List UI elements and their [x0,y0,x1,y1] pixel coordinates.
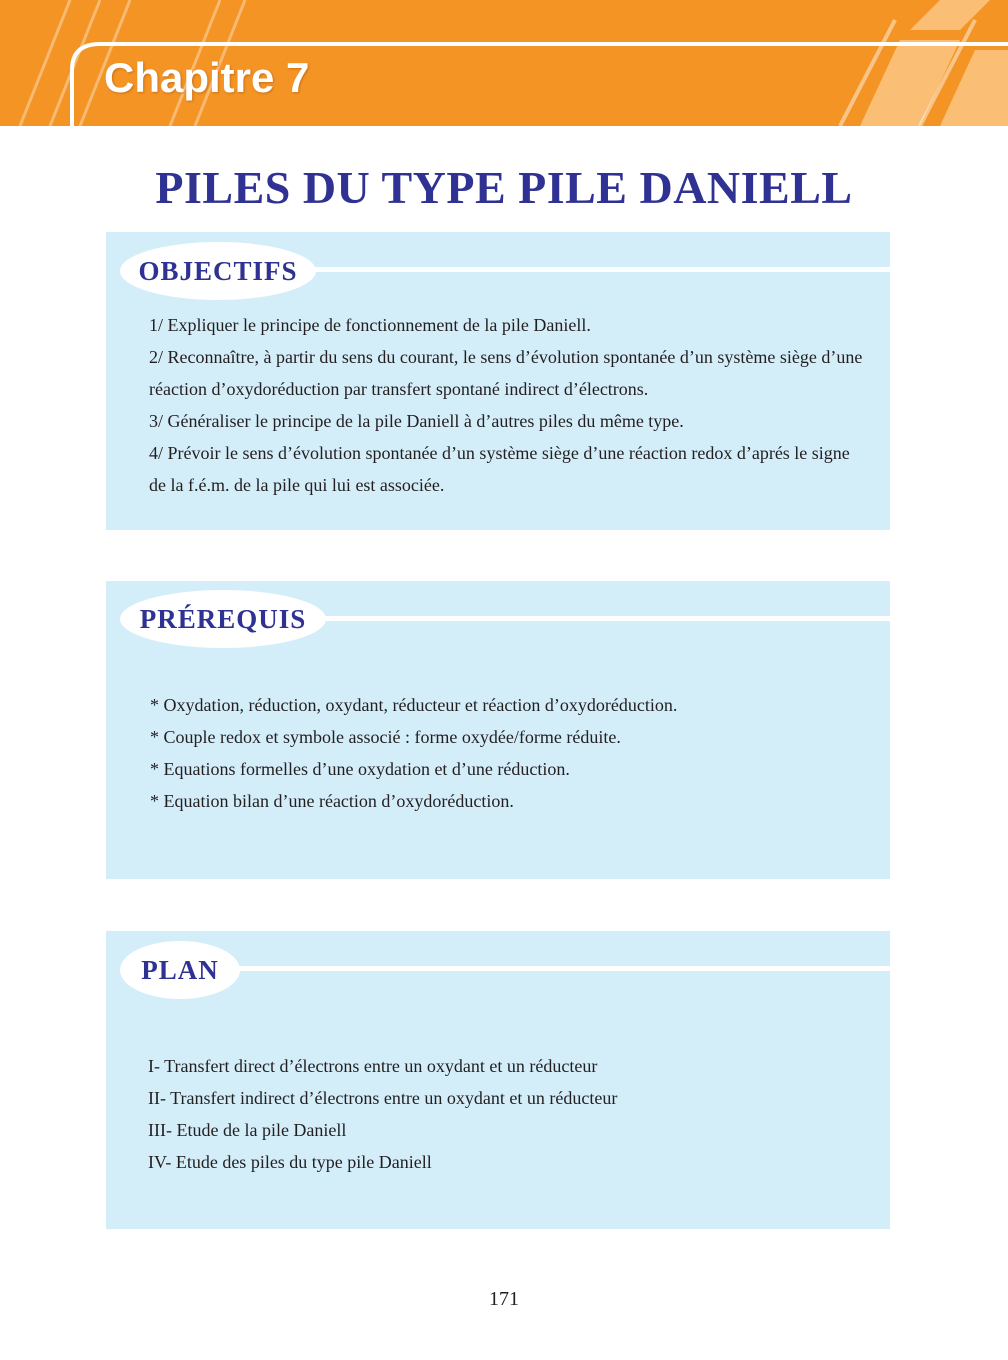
objectifs-heading: OBJECTIFS [120,242,316,300]
list-item: * Oxydation, réduction, oxydant, réducteur et réaction d’oxydoréduction. [150,695,678,715]
objectifs-heading-rule [276,267,890,272]
objectifs-list [149,309,870,501]
list-item: 3/ Généraliser le principe de la pile Daniell à d’autres piles du même type. [149,411,684,431]
plan-list [148,1050,870,1178]
plan-heading: PLAN [120,941,240,999]
list-item: II- Transfert indirect d’électrons entre un oxydant et un réducteur [148,1088,618,1108]
list-item: * Equations formelles d’une oxydation et d’une réduction. [150,759,570,779]
list-item: * Equation bilan d’une réaction d’oxydoréduction. [150,791,514,811]
list-item: 4/ Prévoir le sens d’évolution spontanée d’un système siège d’une réaction redox d’aprés le signe de la f.é.m. de la pile qui lui est associée. [149,443,850,495]
chapter-banner [0,0,1008,126]
objectifs-panel [106,232,890,530]
list-item: I- Transfert direct d’électrons entre un oxydant et un réducteur [148,1056,598,1076]
list-item: * Couple redox et symbole associé : forme oxydée/forme réduite. [150,727,621,747]
plan-panel [106,931,890,1229]
list-item: III- Etude de la pile Daniell [148,1120,347,1140]
page-title: PILES DU TYPE PILE DANIELL [155,162,853,213]
list-item: 1/ Expliquer le principe de fonctionnement de la pile Daniell. [149,315,591,335]
prerequis-panel [106,581,890,879]
prerequis-heading-rule [276,616,890,621]
list-item: IV- Etude des piles du type pile Daniell [148,1152,432,1172]
chapter-label: Chapitre 7 [104,54,310,101]
prerequis-heading: PRÉREQUIS [120,590,326,648]
list-item: 2/ Reconnaître, à partir du sens du courant, le sens d’évolution spontanée d’un système siège d’une réaction d’oxydoréduction par transfert spontané indirect d’électrons. [149,347,863,399]
page-number: 171 [489,1288,519,1310]
prerequis-list [150,689,870,817]
plan-heading-rule [236,966,890,971]
